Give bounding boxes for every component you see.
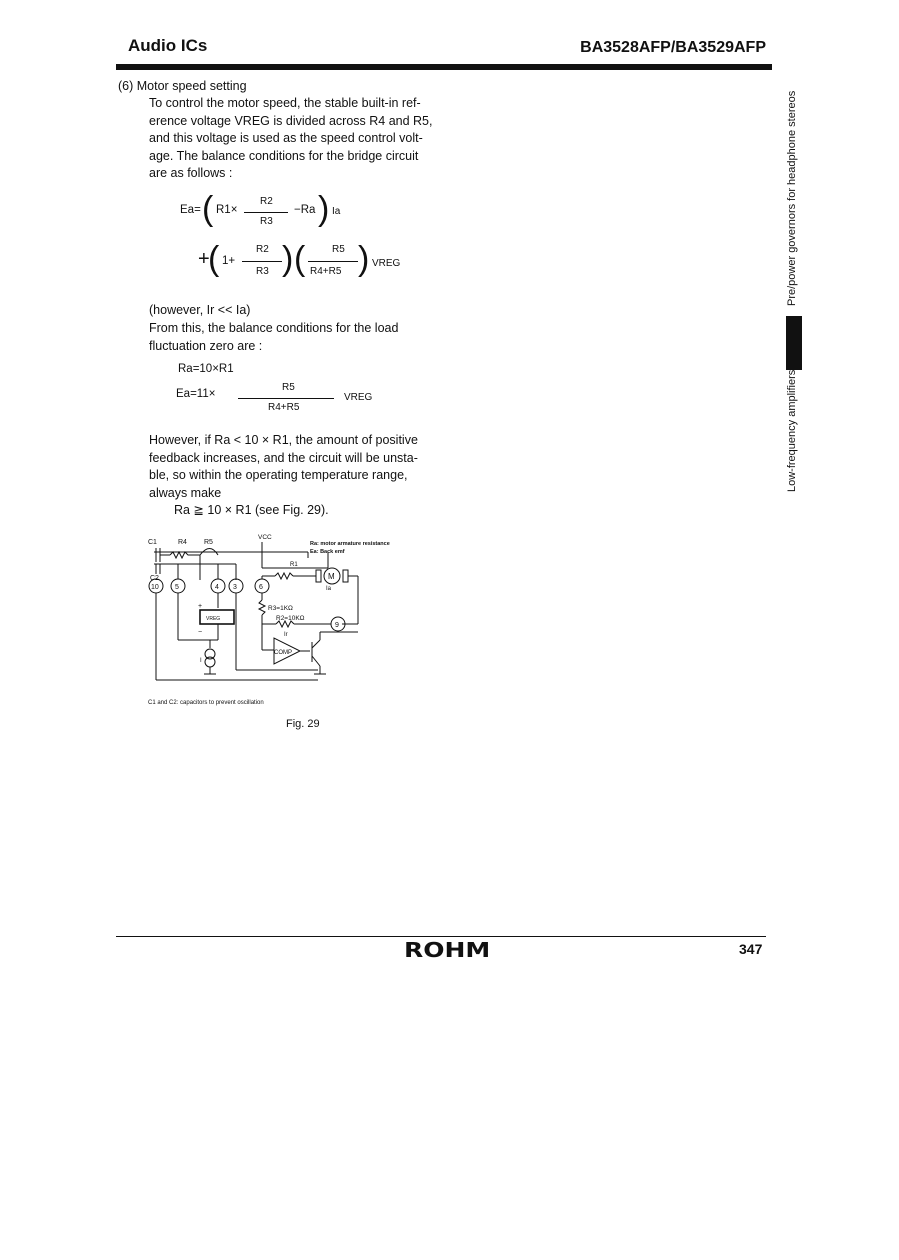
- eq2-numerator-2: R5: [332, 244, 345, 255]
- section-title: Motor speed setting: [136, 79, 247, 93]
- eq1-denominator: R3: [260, 216, 273, 227]
- label-vcc: VCC: [258, 534, 272, 541]
- sidebar-marker: [786, 316, 802, 370]
- rohm-logo: ROHM: [404, 938, 491, 962]
- label-c1: C1: [148, 539, 157, 546]
- figure-caption: C1 and C2: capacitors to prevent oscillation: [148, 700, 264, 706]
- pin-5: 5: [175, 584, 179, 591]
- section-heading: [118, 78, 247, 96]
- page-number: 347: [739, 941, 763, 957]
- label-r3: R3=1KΩ: [268, 605, 293, 612]
- eq2-close-paren-2: ): [358, 240, 370, 278]
- eq1-term: R1×: [216, 204, 238, 216]
- however-note: (however, Ir << Ia): [149, 303, 251, 317]
- text-line: age. The balance conditions for the bridge circuit: [149, 148, 419, 163]
- eq2-fraction-bar-2: [308, 261, 358, 262]
- equation-ea: [176, 380, 376, 416]
- eq1-open-paren: (: [202, 190, 214, 228]
- label-plus: +: [198, 603, 203, 610]
- paragraph-stability: [149, 432, 418, 502]
- header-rule: [116, 64, 772, 70]
- text-line: always make: [149, 485, 222, 500]
- label-i: I: [200, 658, 202, 664]
- eq2-fraction-bar-1: [242, 261, 282, 262]
- label-r5: R5: [204, 539, 213, 546]
- sidebar-bottom-label: Low-frequency amplifiers: [786, 369, 798, 492]
- eq4-lhs: Ea=11×: [176, 388, 216, 400]
- label-comp: COMP: [274, 650, 292, 656]
- eq2-denominator-2: R4+R5: [310, 266, 342, 277]
- motor-label: M: [328, 572, 335, 581]
- circuit-diagram: [140, 528, 430, 700]
- label-ia: Ia: [326, 586, 332, 592]
- condition-line: Ra ≧ 10 × R1 (see Fig. 29).: [174, 503, 329, 517]
- text-line: However, if Ra < 10 × R1, the amount of positive: [149, 433, 418, 447]
- eq2-vreg: VREG: [372, 258, 401, 269]
- legend-ra: Ra: motor armature resistance: [310, 541, 390, 547]
- text-line: ble, so within the operating temperature range,: [149, 468, 408, 482]
- equation-balance-1: [180, 190, 420, 240]
- eq1-minus-term: −Ra: [294, 204, 316, 216]
- eq4-numerator: R5: [282, 382, 295, 393]
- eq2-open-paren-2: (: [294, 240, 306, 278]
- pin-9: 9: [335, 622, 339, 629]
- eq1-numerator: R2: [260, 196, 273, 207]
- eq2-open-paren: (: [208, 240, 220, 278]
- eq4-fraction-bar: [238, 398, 334, 399]
- eq1-lhs: Ea=: [180, 204, 201, 216]
- paragraph-load-fluctuation: [149, 320, 398, 355]
- pin-6: 6: [259, 584, 263, 591]
- header-section-title: Audio ICs: [128, 36, 208, 55]
- legend-ea: Ea: Back emf: [310, 549, 345, 555]
- label-r2: R2=10KΩ: [276, 615, 305, 622]
- label-vreg: VREG: [206, 616, 221, 622]
- eq2-numerator-1: R2: [256, 244, 269, 255]
- eq2-close-paren-1: ): [282, 240, 294, 278]
- paragraph-intro: [149, 95, 449, 183]
- label-ir: Ir: [284, 632, 288, 638]
- header-part-number: BA3528AFP/BA3529AFP: [580, 39, 766, 56]
- eq2-denominator-1: R3: [256, 266, 269, 277]
- label-r1: R1: [290, 562, 298, 568]
- eq2-plus: +: [198, 248, 210, 270]
- text-line: and this voltage is used as the speed control volt-: [149, 131, 423, 145]
- eq1-close-paren: ): [318, 190, 330, 228]
- text-line: fluctuation zero are :: [149, 338, 263, 353]
- eq4-vreg: VREG: [344, 392, 373, 403]
- pin-3: 3: [233, 584, 237, 591]
- equation-ra: Ra=10×R1: [178, 363, 234, 375]
- eq2-one-plus: 1+: [222, 255, 236, 267]
- equation-balance-2: [198, 240, 438, 290]
- text-line: are as follows :: [149, 166, 233, 180]
- section-number: (6): [118, 79, 134, 93]
- label-c2: C2: [150, 575, 159, 582]
- footer-rule: [116, 936, 766, 937]
- pin-4: 4: [215, 584, 219, 591]
- text-line: feedback increases, and the circuit will be unsta-: [149, 450, 418, 465]
- figure-label: Fig. 29: [286, 718, 320, 730]
- text-line: erence voltage VREG is divided across R4 and R5,: [149, 113, 433, 128]
- text-line: To control the motor speed, the stable built-in ref-: [149, 96, 421, 110]
- eq1-ia: Ia: [332, 206, 341, 217]
- label-minus: −: [198, 629, 203, 636]
- text-line: From this, the balance conditions for the load: [149, 321, 399, 335]
- sidebar-top-label: Pre/power governors for headphone stereos: [786, 90, 798, 306]
- pin-10: 10: [151, 584, 159, 591]
- label-r4: R4: [178, 539, 187, 546]
- eq4-denominator: R4+R5: [268, 402, 300, 413]
- eq1-fraction-bar: [244, 212, 288, 213]
